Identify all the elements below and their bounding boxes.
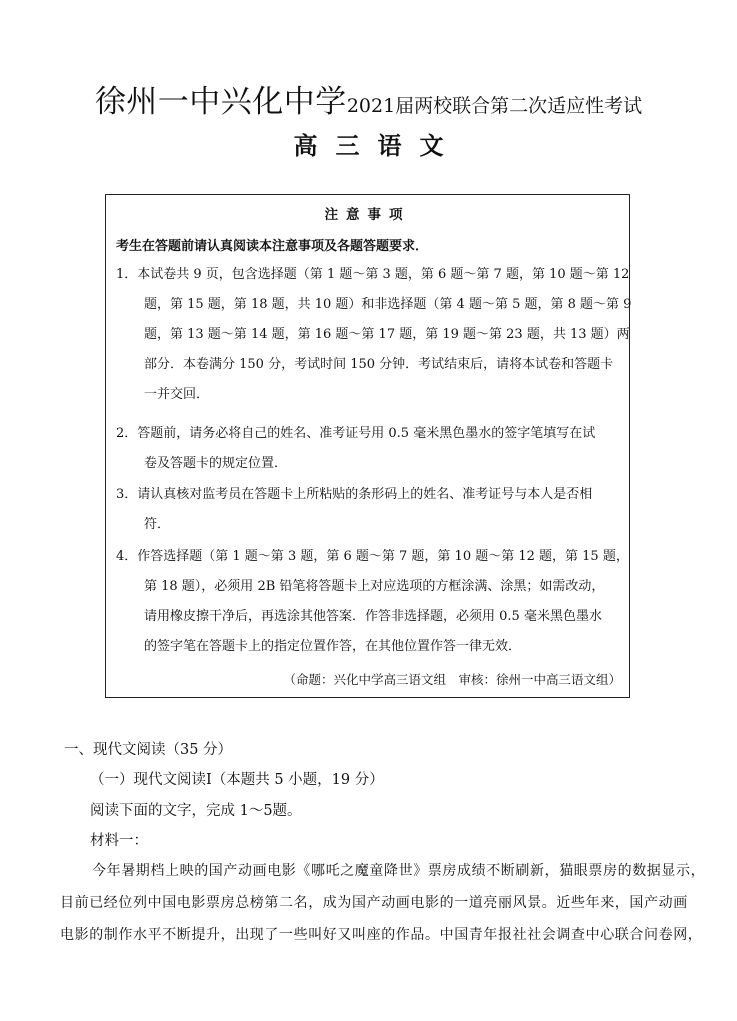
notice-line: 1．本试卷共 9 页，包含选择题（第 1 题～第 3 题，第 6 题～第 7 题，第 10 题～第 12 [116, 267, 630, 282]
paragraph-line: 今年暑期档上映的国产动画电影《哪吒之魔童降世》票房成绩不断刷新，猫眼票房的数据显示， [92, 863, 706, 879]
notice-line: 符． [144, 517, 171, 532]
notice-line: 4．作答选择题（第 1 题～第 3 题，第 6 题～第 7 题，第 10 题～第 12 题，第 15 题， [116, 549, 629, 564]
notice-box [105, 194, 630, 698]
notice-line: 第 18 题），必须用 2B 铅笔将答题卡上对应选项的方框涂满、涂黑；如需改动， [144, 579, 605, 594]
paragraph-line: 目前已经位列中国电影票房总榜第二名，成为国产动画电影的一道亮丽风景。近些年来，国产动画 [60, 895, 688, 911]
notice-line: 3．请认真核对监考员在答题卡上所粘贴的条形码上的姓名、准考证号与本人是否相 [116, 487, 593, 502]
subsection-heading: （一）现代文阅读Ⅰ（本题共 5 小题，19 分） [90, 772, 384, 788]
notice-line: 部分．本卷满分 150 分，考试时间 150 分钟．考试结束后，请将本试卷和答题卡 [144, 357, 614, 372]
notice-line: 题，第 13 题～第 14 题，第 16 题～第 17 题，第 19 题～第 23 题，共 13 题）两 [144, 327, 630, 342]
paragraph-line: 电影的制作水平不断提升，出现了一些叫好又叫座的作品。中国青年报社社会调查中心联合问卷网， [60, 927, 703, 943]
school-names: 徐州一中兴化中学 [94, 84, 347, 120]
notice-title: 注意事项 [324, 207, 411, 223]
subject-title: 高三语文 [293, 131, 462, 160]
notice-line: 请用橡皮擦干净后，再选涂其他答案．作答非选择题，必须用 0.5 毫米黑色墨水 [144, 609, 602, 624]
notice-line: 题，第 15 题，第 18 题，共 10 题）和非选择题（第 4 题～第 5 题，第 8 题～第 9 [144, 297, 632, 312]
reading-instruction: 阅读下面的文字，完成 1～5题。 [90, 803, 302, 819]
notice-line: 2．答题前，请务必将自己的姓名、准考证号用 0.5 毫米黑色墨水的签字笔填写在试 [116, 426, 596, 441]
notice-line: 一并交回． [144, 387, 210, 402]
section-heading: 一、现代文阅读（35 分） [64, 742, 233, 758]
notice-intro: 考生在答题前请认真阅读本注意事项及各题答题要求． [116, 239, 429, 254]
exam-title [0, 76, 737, 121]
notice-signature: （命题：兴化中学高三语文组 审核：徐州一中高三语文组） [283, 672, 621, 687]
notice-line: 的签字笔在答题卡上的指定位置作答，在其他位置作答一律无效． [144, 639, 522, 654]
exam-name: 2021届两校联合第二次适应性考试 [346, 95, 643, 117]
notice-line: 卷及答题卡的规定位置． [144, 456, 288, 471]
material-label: 材料一： [90, 833, 148, 849]
